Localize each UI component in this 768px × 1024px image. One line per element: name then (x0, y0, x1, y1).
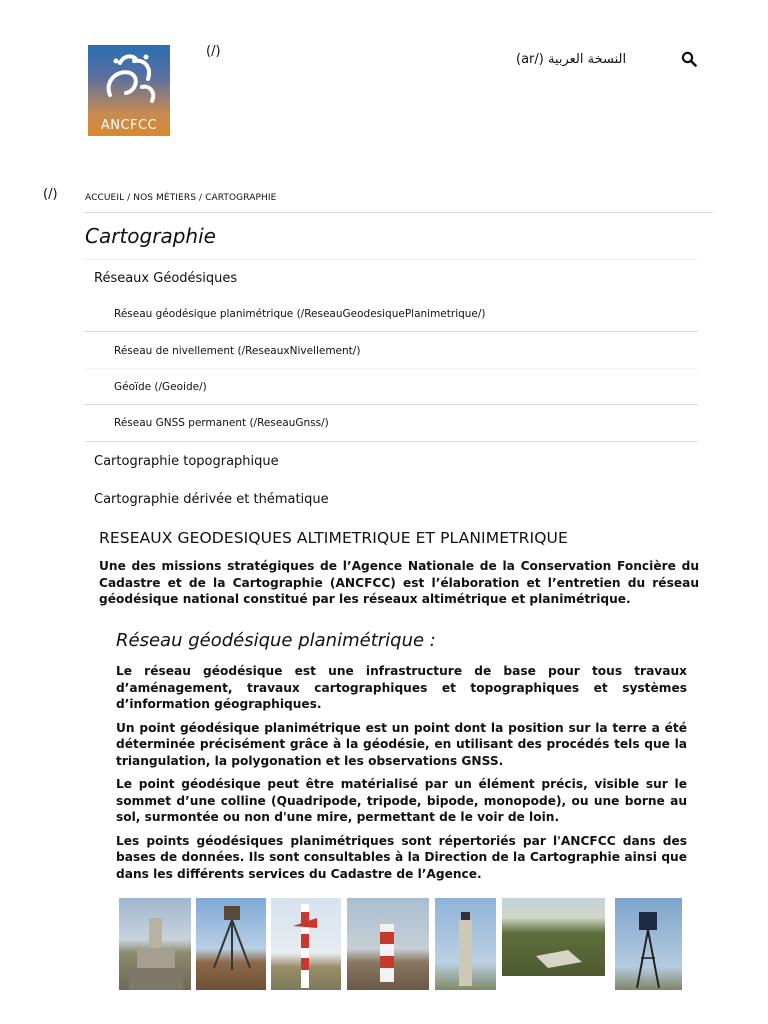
intro-paragraph: Une des missions stratégiques de l’Agence Nationale de la Conservation Foncière du Cadastre et de la Cartographie (ANCFCC) est l’élaboration et l’entretien du réseau géodésique national constitué par les réseaux altimétrique et planimétrique. (99, 559, 699, 606)
photo-red-white-marker (271, 898, 341, 990)
home-link-secondary[interactable]: (/) (43, 187, 58, 202)
paragraph: Le réseau géodésique est une infrastructure de base pour tous travaux d’aménagement, travaux cartographiques et topographiques et systèmes d’information géographiques. (116, 664, 687, 711)
photo-monopode (435, 898, 496, 990)
paragraph: Les points géodésiques planimétriques sont répertoriés par l'ANCFCC dans des bases de données. Ils sont consultables à la Direction de la Cartographie ainsi que dans les différents services du Cadastre de l’Agence. (116, 833, 687, 881)
calligraphy-logo-icon (96, 51, 162, 109)
arabic-version-link[interactable]: النسخة العربية (/ar) (516, 52, 627, 67)
divider (85, 404, 698, 405)
divider (85, 368, 698, 369)
photo-pylon (615, 898, 682, 990)
photo-stone-pillar (119, 898, 191, 990)
body-text (116, 663, 687, 889)
divider (85, 212, 713, 213)
search-icon[interactable] (681, 51, 697, 67)
menu-subitem-nivellement[interactable]: Réseau de nivellement (/ReseauxNivellement/) (114, 345, 361, 357)
ancfcc-logo[interactable] (88, 45, 170, 136)
photo-tripod (196, 898, 266, 990)
photo-red-beacon (347, 898, 429, 990)
sub-heading: Réseau géodésique planimétrique : (116, 630, 436, 651)
menu-subitem-planimetrique[interactable]: Réseau géodésique planimétrique (/ReseauGeodesiquePlanimetrique/) (114, 308, 486, 320)
logo-wordmark: ANCFCC (100, 118, 158, 133)
section-heading: RESEAUX GEODESIQUES ALTIMETRIQUE ET PLANIMETRIQUE (99, 529, 568, 547)
menu-item-cartographie-topographique[interactable]: Cartographie topographique (94, 454, 279, 469)
divider (85, 331, 698, 332)
menu-subitem-gnss[interactable]: Réseau GNSS permanent (/ReseauGnss/) (114, 417, 329, 429)
breadcrumb[interactable]: ACCUEIL / NOS MÉTIERS / CARTOGRAPHIE (85, 193, 277, 203)
menu-item-reseaux-geodesiques[interactable]: Réseaux Géodésiques (94, 271, 238, 286)
menu-subitem-geoide[interactable]: Géoïde (/Geoide/) (114, 381, 207, 393)
paragraph: Un point géodésique planimétrique est un point dont la position sur la terre a été déterminée précisément grâce à la géodésie, en utilisant des procédés tels que la triangulation, la polygonation et les observations GNSS. (116, 720, 687, 768)
paragraph: Le point géodésique peut être matérialisé par un élément précis, visible sur le sommet d’une colline (Quadripode, tripode, bipode, monopode), ou une borne au sol, surmontée ou non d'une mire, permettant de le voir de loin. (116, 777, 687, 824)
photo-ground-marker (502, 898, 605, 976)
menu-item-cartographie-derivee[interactable]: Cartographie dérivée et thématique (94, 492, 329, 507)
divider (85, 441, 698, 442)
divider (85, 259, 698, 260)
home-link[interactable]: (/) (206, 44, 221, 59)
page-title: Cartographie (85, 224, 216, 248)
